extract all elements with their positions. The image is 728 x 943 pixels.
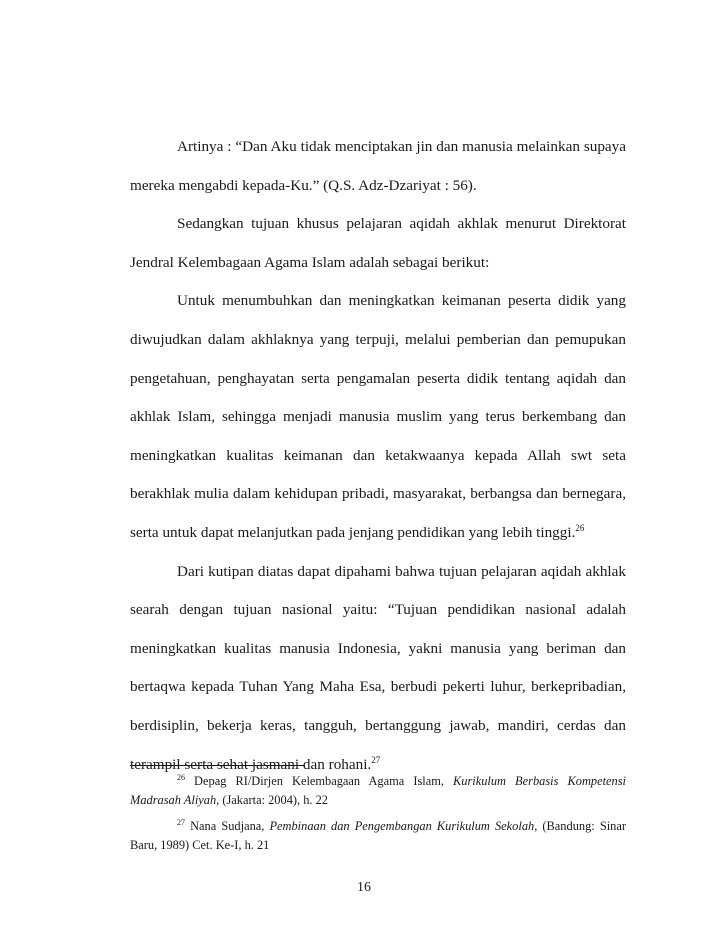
footnote-author: Nana Sudjana, — [185, 819, 270, 833]
footnote-ref-27[interactable]: 27 — [371, 754, 381, 765]
footnote-number: 27 — [177, 817, 185, 827]
body-text — [130, 128, 626, 784]
footnote-divider — [130, 765, 305, 766]
footnote-27 — [130, 817, 626, 854]
page-number: 16 — [357, 880, 371, 895]
footnote-title: Pembinaan dan Pengembangan Kurikulum Sekolah, — [269, 819, 538, 833]
paragraph-objectives-quote — [130, 282, 626, 552]
footnote-publication: (Bandung: Sinar Baru, 1989) Cet. Ke-I, h. 21 — [130, 819, 626, 852]
footnote-author: Depag RI/Dirjen Kelembagaan Agama Islam, — [185, 774, 453, 788]
footnote-publication: (Jakarta: 2004), h. 22 — [219, 792, 328, 807]
footnote-title: Kurikulum Berbasis Kompetensi Madrasah Aliyah, — [130, 774, 626, 807]
footnote-26 — [130, 772, 626, 809]
footnote-number: 26 — [177, 772, 185, 782]
paragraph-text: Sedangkan tujuan khusus pelajaran aqidah akhlak menurut Direktorat Jendral Kelembagaan Agama Islam adalah sebagai berikut: — [130, 215, 626, 271]
paragraph-text: Dari kutipan diatas dapat dipahami bahwa tujuan pelajaran aqidah akhlak searah dengan tujuan nasional yaitu: “Tujuan pendidikan nasional adalah meningkatkan kualitas manusia Indonesia, yakni manusia yang beriman dan bertaqwa kepada Tuhan Yang Maha Esa, berbudi pekerti luhur, berkepribadian, berdisiplin, bekerja keras, tangguh, bertanggung jawab, mandiri, cerdas dan terampil serta sehat jasmani dan rohani. — [130, 562, 626, 773]
footnotes — [130, 772, 626, 862]
paragraph-text: Untuk menumbuhkan dan meningkatkan keimanan peserta didik yang diwujudkan dalam akhlaknya yang terpuji, melalui pemberian dan pemupukan pengetahuan, penghayatan serta pengamalan peserta didik tentang aqidah dan akhlak Islam, sehingga menjadi manusia muslim yang terus berkembang dan meningkatkan kualitas keimanan dan ketakwaanya kepada Allah swt seta berakhlak mulia dalam kehidupan pribadi, masyarakat, berbangsa dan bernegara, serta untuk dapat melanjutkan pada jenjang pendidikan yang lebih tinggi. — [130, 292, 626, 541]
paragraph-national-goals — [130, 553, 626, 785]
paragraph-objectives-intro — [130, 205, 626, 282]
paragraph-text: Artinya : “Dan Aku tidak menciptakan jin dan manusia melainkan supaya mereka mengabdi kepada-Ku.” (Q.S. Adz-Dzariyat : 56). — [130, 138, 626, 194]
footnote-ref-26[interactable]: 26 — [575, 522, 585, 533]
paragraph-translation — [130, 128, 626, 205]
